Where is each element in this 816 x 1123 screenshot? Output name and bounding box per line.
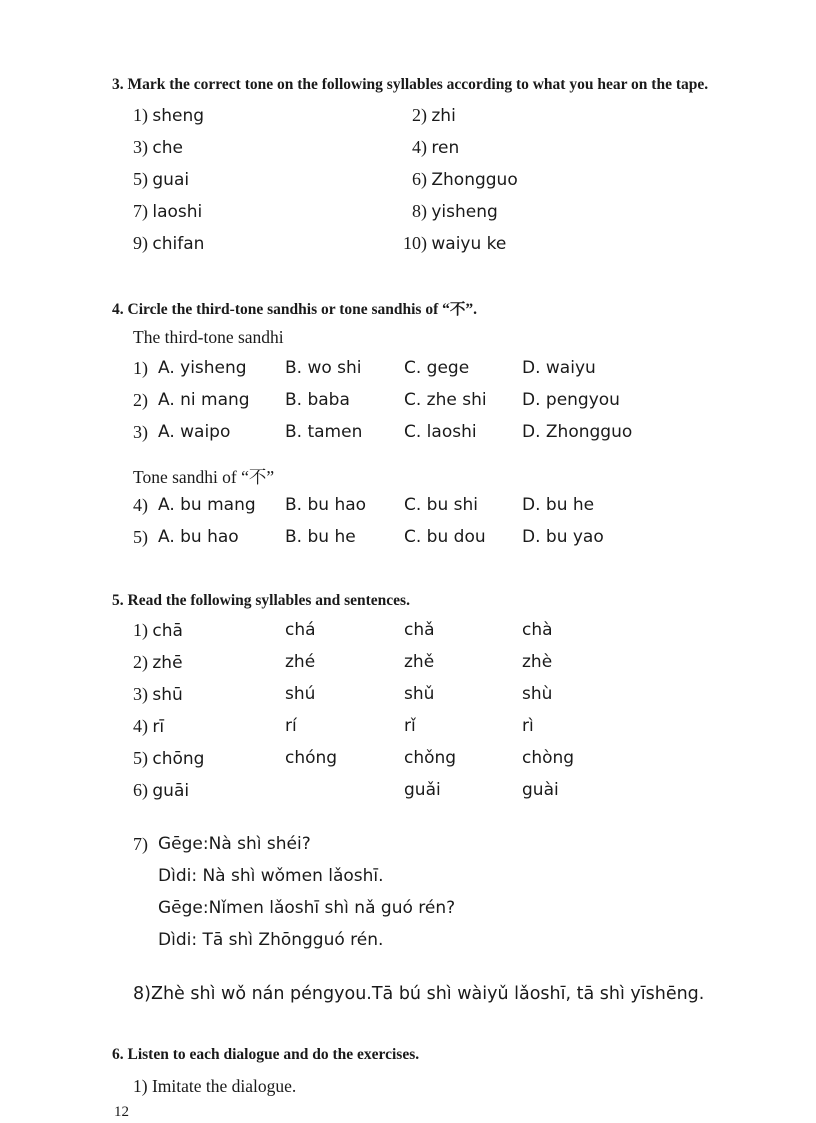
ex4-row-1 [133, 358, 148, 379]
ex4-option-b: B. tamen [285, 422, 363, 442]
syllable-third-tone: chǒng [404, 748, 457, 768]
syllable-first-tone: shū [152, 685, 183, 705]
syllable-third-tone: rǐ [404, 716, 416, 736]
ex4-row-4 [133, 495, 148, 516]
item-number: 6) [133, 780, 148, 800]
ex3-item-5 [133, 169, 189, 190]
exercise-6-heading: 6. Listen to each dialogue and do the exercises. [112, 1046, 420, 1063]
ex4-option-c: C. gege [404, 358, 470, 378]
ex4-option-a: A. yisheng [158, 358, 247, 378]
ex4-option-b: B. bu hao [285, 495, 367, 515]
item-number: 1) [133, 358, 148, 378]
item-number: 5) [133, 748, 148, 768]
syllable: sheng [152, 106, 205, 126]
ex4-option-a: A. bu hao [158, 527, 239, 547]
syllable-fourth-tone: guài [522, 780, 559, 800]
syllable: guai [152, 170, 190, 190]
syllable-fourth-tone: chà [522, 620, 553, 640]
exercise-5-heading: 5. Read the following syllables and sentences. [112, 592, 410, 609]
syllable: Zhongguo [431, 170, 518, 190]
ex4-row-3 [133, 422, 148, 443]
item-number: 9) [133, 233, 148, 253]
item-number: 2) [133, 390, 148, 410]
ex3-item-7 [133, 201, 202, 222]
item-number: 3) [133, 684, 148, 704]
syllable-second-tone: chóng [285, 748, 338, 768]
item-number: 3) [133, 137, 148, 157]
item-number: 6) [412, 169, 427, 189]
ex4-option-b: B. baba [285, 390, 350, 410]
ex5-sentence-8: 8)Zhè shì wǒ nán péngyou.Tā bú shì wàiyǔ lǎoshī, tā shì yīshēng. [133, 984, 705, 1004]
ex4-option-c: C. bu shi [404, 495, 479, 515]
ex5-row-2 [133, 652, 183, 673]
ex4-option-c: C. bu dou [404, 527, 486, 547]
ex5-row-6 [133, 780, 189, 801]
syllable-first-tone: chōng [152, 749, 205, 769]
syllable: zhi [431, 106, 456, 126]
item-number: 8) [412, 201, 427, 221]
item-number: 4) [133, 716, 148, 736]
dialogue-line-3: Gēge:Nǐmen lǎoshī shì nǎ guó rén? [158, 898, 456, 918]
ex4-option-c: C. zhe shi [404, 390, 487, 410]
item-number: 3) [133, 422, 148, 442]
ex6-item-1: 1) Imitate the dialogue. [133, 1076, 297, 1096]
ex4-row-5 [133, 527, 148, 548]
ex4-option-d: D. waiyu [522, 358, 596, 378]
syllable: waiyu ke [431, 234, 507, 254]
third-tone-sandhi-subheading: The third-tone sandhi [133, 327, 284, 347]
exercise-3-heading: 3. Mark the correct tone on the following syllables according to what you hear on the tape. [112, 76, 709, 93]
syllable-second-tone: zhé [285, 652, 316, 672]
syllable-second-tone: chá [285, 620, 316, 640]
syllable-third-tone: zhě [404, 652, 435, 672]
dialogue-line-4: Dìdi: Tā shì Zhōngguó rén. [158, 930, 384, 950]
syllable: chifan [152, 234, 205, 254]
ex5-row-5 [133, 748, 204, 769]
ex4-option-d: D. pengyou [522, 390, 620, 410]
syllable-third-tone: chǎ [404, 620, 435, 640]
page-number: 12 [114, 1104, 129, 1120]
ex3-item-8 [412, 201, 498, 222]
syllable-fourth-tone: zhè [522, 652, 553, 672]
ex3-item-10 [403, 233, 506, 254]
ex4-option-d: D. Zhongguo [522, 422, 633, 442]
syllable: ren [431, 138, 460, 158]
ex5-dialogue-number [133, 834, 148, 855]
item-number: 5) [133, 527, 148, 547]
dialogue-line-1: Gēge:Nà shì shéi? [158, 834, 311, 854]
item-number: 4) [133, 495, 148, 515]
syllable: che [152, 138, 183, 158]
ex4-option-b: B. bu he [285, 527, 356, 547]
ex4-option-b: B. wo shi [285, 358, 362, 378]
item-number: 1) [133, 105, 148, 125]
dialogue-line-2: Dìdi: Nà shì wǒmen lǎoshī. [158, 866, 384, 886]
ex5-row-1 [133, 620, 183, 641]
ex4-option-a: A. ni mang [158, 390, 250, 410]
item-number: 7) [133, 201, 148, 221]
ex5-row-4 [133, 716, 164, 737]
exercise-4-heading: 4. Circle the third-tone sandhis or tone sandhis of “不”. [112, 301, 477, 318]
syllable-second-tone: shú [285, 684, 316, 704]
syllable-first-tone: rī [152, 717, 165, 737]
ex3-item-1 [133, 105, 204, 126]
ex3-item-3 [133, 137, 183, 158]
item-number: 1) [133, 620, 148, 640]
ex4-option-c: C. laoshi [404, 422, 477, 442]
syllable: laoshi [152, 202, 203, 222]
syllable-first-tone: chā [152, 621, 183, 641]
ex3-item-2 [412, 105, 456, 126]
item-number: 10) [403, 233, 427, 253]
syllable-third-tone: guǎi [404, 780, 441, 800]
item-number: 5) [133, 169, 148, 189]
item-number: 4) [412, 137, 427, 157]
ex4-option-a: A. bu mang [158, 495, 256, 515]
item-number: 7) [133, 834, 148, 854]
ex4-option-a: A. waipo [158, 422, 231, 442]
syllable-second-tone: rí [285, 716, 297, 736]
ex4-option-d: D. bu he [522, 495, 595, 515]
ex4-option-d: D. bu yao [522, 527, 604, 547]
item-number: 2) [412, 105, 427, 125]
syllable-first-tone: guāi [152, 781, 190, 801]
syllable-fourth-tone: rì [522, 716, 534, 736]
syllable: yisheng [431, 202, 498, 222]
ex3-item-4 [412, 137, 459, 158]
syllable-first-tone: zhē [152, 653, 183, 673]
ex4-row-2 [133, 390, 148, 411]
syllable-fourth-tone: shù [522, 684, 553, 704]
ex5-row-3 [133, 684, 183, 705]
syllable-fourth-tone: chòng [522, 748, 575, 768]
ex3-item-6 [412, 169, 518, 190]
ex3-item-9 [133, 233, 204, 254]
item-number: 2) [133, 652, 148, 672]
bu-tone-sandhi-subheading: Tone sandhi of “不” [133, 467, 275, 487]
syllable-third-tone: shǔ [404, 684, 435, 704]
